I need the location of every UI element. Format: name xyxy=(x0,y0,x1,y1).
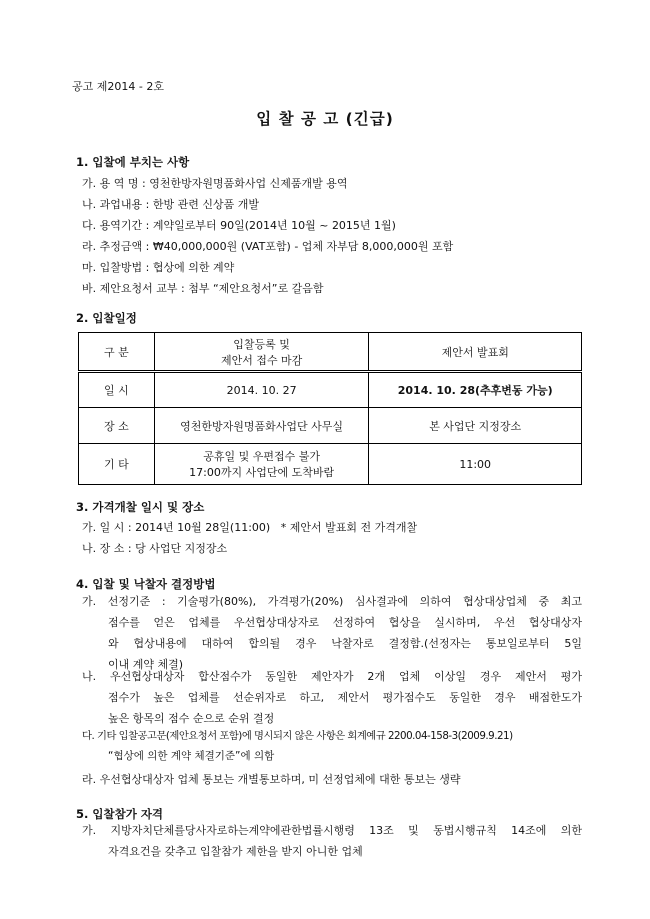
section-1-item: 가. 용 역 명 : 영천한방자원명품화사업 신제품개발 용역 xyxy=(82,177,348,190)
section-2-heading: 2. 입찰일정 xyxy=(76,311,137,325)
section-3-item: 가. 일 시 : 2014년 10월 28일(11:00) * 제안서 발표회 전 가격개찰 xyxy=(82,521,418,534)
table-row xyxy=(79,444,582,485)
paragraph-line: 점수를 얻은 업체를 우선협상대상자로 선정하여 협상을 실시하며, 우선 협상대상자 xyxy=(108,616,582,629)
section-1-item: 라. 추정금액 : ₩40,000,000원 (VAT포함) - 업체 자부담 8,000,000원 포함 xyxy=(82,240,454,253)
header-line: 제안서 접수 마감 xyxy=(220,353,303,367)
table-header-row xyxy=(79,333,582,372)
table-row-label: 장 소 xyxy=(79,408,155,444)
table-header-cell: 구 분 xyxy=(79,333,155,372)
section-4-item-na-cont xyxy=(108,687,582,729)
paragraph-line: 높은 항목의 점수 순으로 순위 결정 xyxy=(108,712,275,725)
table-row xyxy=(79,408,582,444)
table-cell: 11:00 xyxy=(369,444,582,485)
section-1-item: 마. 입찰방법 : 협상에 의한 계약 xyxy=(82,261,235,274)
notice-number: 공고 제2014 - 2호 xyxy=(72,80,164,93)
paragraph-line: 나. 우선협상대상자 합산점수가 동일한 제안자가 2개 업체 이상일 경우 제안서 평가 xyxy=(82,670,582,683)
section-5-heading: 5. 입찰참가 자격 xyxy=(76,807,164,821)
table-cell: 영천한방자원명품화사업단 사무실 xyxy=(154,408,369,444)
table-row-label: 일 시 xyxy=(79,372,155,408)
schedule-table xyxy=(78,332,582,485)
table-cell: 2014. 10. 28(추후변동 가능) xyxy=(369,372,582,408)
section-5-item-ga-cont xyxy=(108,841,582,862)
table-header-cell xyxy=(154,333,369,372)
paragraph-line: 다. 기타 입찰공고문(제안요청서 포함)에 명시되지 않은 사항은 회계예규 2200.04-158-3(2009.9.21) xyxy=(82,730,513,742)
section-5-item-ga xyxy=(82,820,582,841)
section-3-item: 나. 장 소 : 당 사업단 지정장소 xyxy=(82,542,228,555)
section-4-item-da xyxy=(82,726,582,747)
table-cell xyxy=(154,444,369,485)
paragraph-line: 이내 계약 체결) xyxy=(108,658,184,671)
document-title: 입 찰 공 고 (긴급) xyxy=(256,110,394,128)
section-4-item-da-cont xyxy=(108,746,582,767)
section-4-item-ga xyxy=(82,591,582,612)
table-cell: 2014. 10. 27 xyxy=(154,372,369,408)
section-4-item-ra: 라. 우선협상대상자 업체 통보는 개별통보하며, 미 선정업체에 대한 통보는 생략 xyxy=(82,773,461,786)
section-1-item: 나. 과업내용 : 한방 관련 신상품 개발 xyxy=(82,198,259,211)
cell-line: 공휴일 및 우편접수 불가 xyxy=(203,450,320,463)
section-4-item-na xyxy=(82,666,582,687)
header-line: 입찰등록 및 xyxy=(233,337,290,351)
paragraph-line: 점수가 높은 업체를 선순위자로 하고, 제안서 평가점수도 동일한 경우 배점한도가 xyxy=(108,691,582,704)
section-1-item: 바. 제안요청서 교부 : 첨부 “제안요청서”로 갈음함 xyxy=(82,282,324,295)
table-row-label: 기 타 xyxy=(79,444,155,485)
cell-line: 17:00까지 사업단에 도착바람 xyxy=(189,466,335,479)
paragraph-line: 자격요건을 갖추고 입찰참가 제한을 받지 아니한 업체 xyxy=(108,845,363,858)
paragraph-line: “협상에 의한 계약 체결기준”에 의함 xyxy=(108,750,275,762)
section-3-heading: 3. 가격개찰 일시 및 장소 xyxy=(76,500,205,514)
table-header-cell: 제안서 발표회 xyxy=(369,333,582,372)
section-4-heading: 4. 입찰 및 낙찰자 결정방법 xyxy=(76,577,216,591)
paragraph-line: 와 협상내용에 대하여 합의될 경우 낙찰자로 결정함.(선정자는 통보일로부터 5일 xyxy=(108,637,582,650)
section-1-item: 다. 용역기간 : 계약일로부터 90일(2014년 10월 ~ 2015년 1월) xyxy=(82,219,396,232)
paragraph-line: 가. 선정기준 : 기술평가(80%), 가격평가(20%) 심사결과에 의하여 협상대상업체 중 최고 xyxy=(82,595,582,608)
section-1-heading: 1. 입찰에 부치는 사항 xyxy=(76,155,190,169)
paragraph-line: 가. 지방자치단체를당사자로하는계약에관한법률시행령 13조 및 동법시행규칙 14조에 의한 xyxy=(82,824,582,837)
table-row xyxy=(79,372,582,408)
table-cell: 본 사업단 지정장소 xyxy=(369,408,582,444)
